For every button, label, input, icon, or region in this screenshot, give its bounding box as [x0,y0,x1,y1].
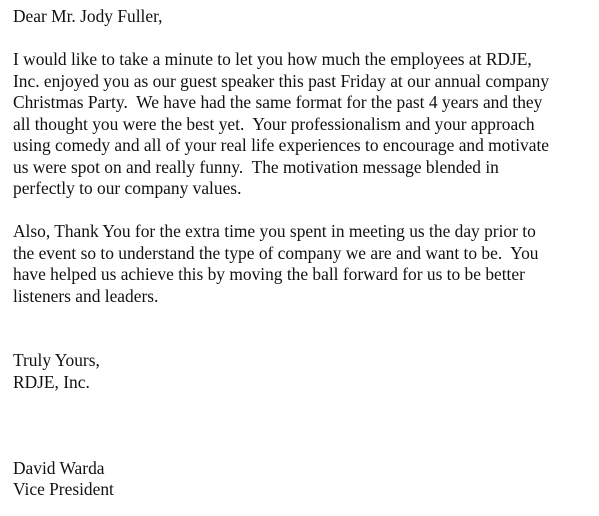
paragraph-line: I would like to take a minute to let you how much the employees at RDJE, [13,49,532,69]
company-name: RDJE, Inc. [13,371,90,392]
paragraph-line: us were spot on and really funny. The motivation message blended in [13,156,499,177]
paragraph-line: perfectly to our company values. [13,178,242,198]
signature-space [13,393,593,458]
body-paragraph-2 [13,221,593,307]
spacer [13,307,593,350]
paragraph-line: listeners and leaders. [13,285,159,306]
paragraph-line: Christmas Party. We have had the same format for the past 4 years and they [13,92,543,112]
paragraph-line: Inc. enjoyed you as our guest speaker this past Friday at our annual company [13,70,550,91]
paragraph-line: the event so to understand the type of company we are and want to be. You [13,242,539,263]
paragraph-line: Also, Thank You for the extra time you spent in meeting us the day prior to [13,221,536,241]
paragraph-line: using comedy and all of your real life experiences to encourage and motivate [13,135,550,155]
salutation: Dear Mr. Jody Fuller, [13,6,163,26]
letter [13,6,593,501]
paragraph-line: all thought you were the best yet. Your professionalism and your approach [13,113,535,134]
signer-name: David Warda [13,457,105,478]
paragraph-line: have helped us achieve this by moving the ball forward for us to be better [13,264,525,284]
spacer [13,28,593,50]
closing: Truly Yours, [13,350,100,370]
spacer [13,200,593,222]
signer-title: Vice President [13,479,114,499]
body-paragraph-1 [13,49,593,200]
